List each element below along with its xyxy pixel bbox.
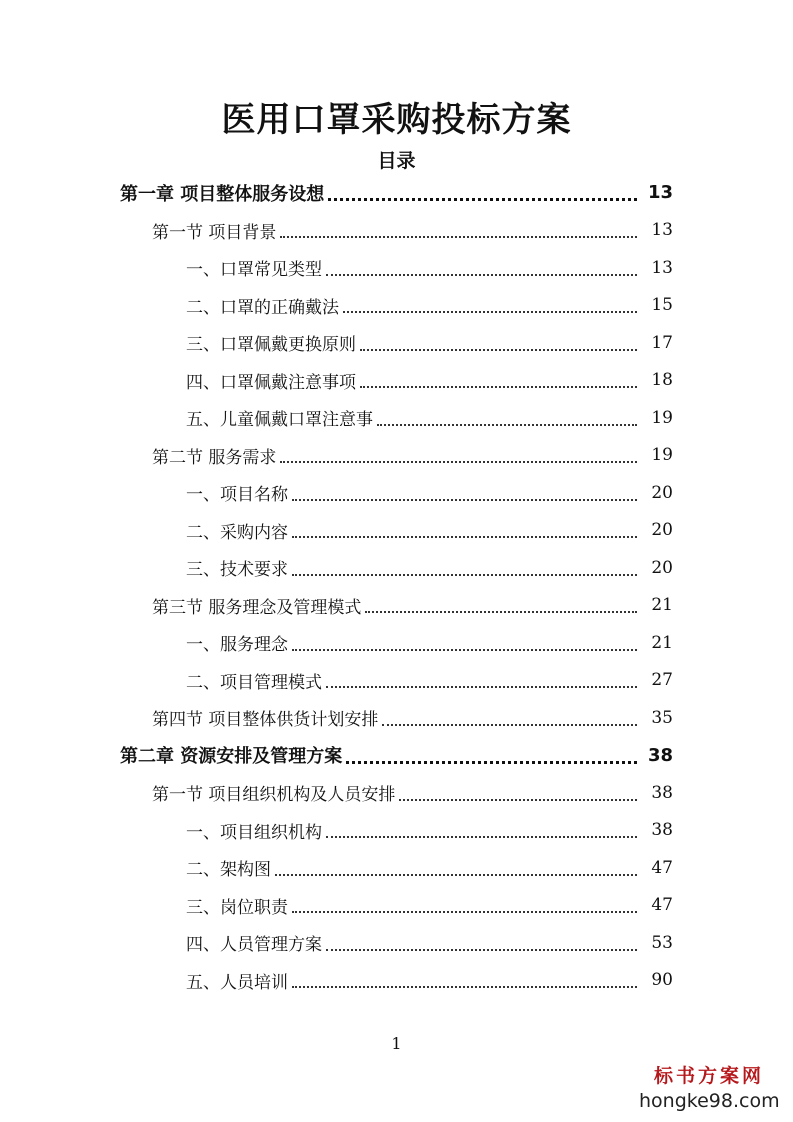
toc-entry[interactable] <box>186 362 673 399</box>
toc-entry[interactable] <box>186 662 673 699</box>
toc-heading: 目录 <box>377 150 416 172</box>
document-title: 医用口罩采购投标方案 <box>221 100 572 140</box>
toc-entry-label: 四、口罩佩戴注意事项 <box>186 372 356 393</box>
toc-entry[interactable] <box>120 174 673 211</box>
toc-entry-label: 三、技术要求 <box>186 560 288 580</box>
page-number: 1 <box>391 1034 402 1053</box>
toc-entry-page: 13 <box>647 182 673 203</box>
toc-entry-page: 18 <box>651 370 673 390</box>
toc-entry[interactable] <box>186 849 673 886</box>
toc-entry-label: 三、岗位职责 <box>186 897 288 918</box>
site-watermark <box>639 1061 779 1112</box>
toc-entry-page: 38 <box>647 744 673 766</box>
toc-entry-label: 第一节 项目组织机构及人员安排 <box>152 785 396 805</box>
toc-entry[interactable] <box>152 774 673 811</box>
toc-entry-page: 13 <box>651 220 673 240</box>
toc-dot-leader <box>346 761 637 764</box>
toc-dot-leader <box>326 686 637 688</box>
toc-dot-leader <box>377 424 637 426</box>
toc-entry[interactable] <box>186 324 673 361</box>
toc-dot-leader <box>292 536 637 538</box>
toc-entry-page: 19 <box>651 445 673 465</box>
toc-entry-label: 第二章 资源安排及管理方案 <box>120 746 343 767</box>
toc-entry[interactable] <box>186 512 673 549</box>
toc-entry-page: 47 <box>651 857 673 878</box>
toc-entry[interactable] <box>186 399 673 436</box>
toc-entry-label: 第三节 服务理念及管理模式 <box>152 597 362 618</box>
toc-entry[interactable] <box>120 737 673 774</box>
toc-dot-leader <box>292 911 637 913</box>
toc-entry[interactable] <box>152 587 673 624</box>
toc-dot-leader <box>343 311 637 313</box>
toc-entry[interactable] <box>152 212 673 249</box>
toc-dot-leader <box>360 386 637 388</box>
toc-entry[interactable] <box>152 699 673 736</box>
toc-dot-leader <box>292 649 637 651</box>
toc-entry-label: 三、口罩佩戴更换原则 <box>186 335 356 355</box>
toc-entry-label: 一、口罩常见类型 <box>186 260 322 280</box>
toc-entry-label: 一、服务理念 <box>186 635 288 655</box>
toc-entry-label: 一、项目组织机构 <box>186 822 322 843</box>
toc-entry-label: 一、项目名称 <box>186 485 288 505</box>
toc-entry-page: 27 <box>651 670 673 690</box>
toc-entry-page: 35 <box>651 707 673 728</box>
toc-entry-label: 第一节 项目背景 <box>152 222 277 243</box>
toc-entry-page: 38 <box>651 820 673 840</box>
toc-entry[interactable] <box>186 249 673 286</box>
toc-entry-label: 二、口罩的正确戴法 <box>186 297 339 318</box>
toc-entry-label: 五、儿童佩戴口罩注意事 <box>186 410 373 430</box>
toc-dot-leader <box>292 986 637 988</box>
toc-entry-page: 17 <box>651 332 673 353</box>
toc-dot-leader <box>275 874 637 876</box>
toc-entry-page: 13 <box>651 257 673 278</box>
toc-entry-page: 20 <box>651 557 673 578</box>
toc-dot-leader <box>360 349 637 351</box>
toc-entry[interactable] <box>186 887 673 924</box>
toc-dot-leader <box>399 799 637 801</box>
toc-dot-leader <box>382 724 637 726</box>
toc-dot-leader <box>292 574 637 576</box>
toc-entry-label: 第一章 项目整体服务设想 <box>120 183 325 205</box>
toc-entry-page: 20 <box>651 520 673 540</box>
watermark-site-name: 标书方案网 <box>653 1065 764 1087</box>
toc-entry-page: 20 <box>651 482 673 503</box>
toc-entry[interactable] <box>152 437 673 474</box>
toc-entry[interactable] <box>186 549 673 586</box>
toc-entry-page: 21 <box>651 595 673 615</box>
toc-dot-leader <box>328 198 637 201</box>
toc-dot-leader <box>365 611 637 613</box>
toc-entry-label: 第四节 项目整体供货计划安排 <box>152 710 379 730</box>
toc-entry-page: 19 <box>651 407 673 428</box>
toc-entry-page: 53 <box>651 932 673 953</box>
toc-dot-leader <box>292 499 637 501</box>
toc-entry-label: 五、人员培训 <box>186 972 288 993</box>
toc-entry-label: 二、架构图 <box>186 860 271 880</box>
toc-entry-page: 21 <box>651 632 673 653</box>
toc-entry[interactable] <box>186 474 673 511</box>
toc-entry-label: 二、项目管理模式 <box>186 672 322 693</box>
watermark-url: hongke98.com <box>639 1090 780 1112</box>
toc-entry[interactable] <box>186 287 673 324</box>
toc-dot-leader <box>280 461 637 463</box>
toc-entry-label: 四、人员管理方案 <box>186 935 322 955</box>
toc-dot-leader <box>326 274 637 276</box>
toc-entry-page: 15 <box>651 295 673 315</box>
toc-entry-label: 二、采购内容 <box>186 522 288 543</box>
toc-dot-leader <box>280 236 637 238</box>
toc-entry[interactable] <box>186 962 673 999</box>
toc-entry[interactable] <box>186 812 673 849</box>
toc-entry[interactable] <box>186 924 673 961</box>
toc-entry-page: 90 <box>651 970 673 990</box>
toc-entry[interactable] <box>186 624 673 661</box>
toc-entry-page: 38 <box>651 782 673 803</box>
toc-dot-leader <box>326 949 637 951</box>
toc-entry-label: 第二节 服务需求 <box>152 447 277 468</box>
toc-dot-leader <box>326 836 637 838</box>
toc-entry-page: 47 <box>651 895 673 915</box>
